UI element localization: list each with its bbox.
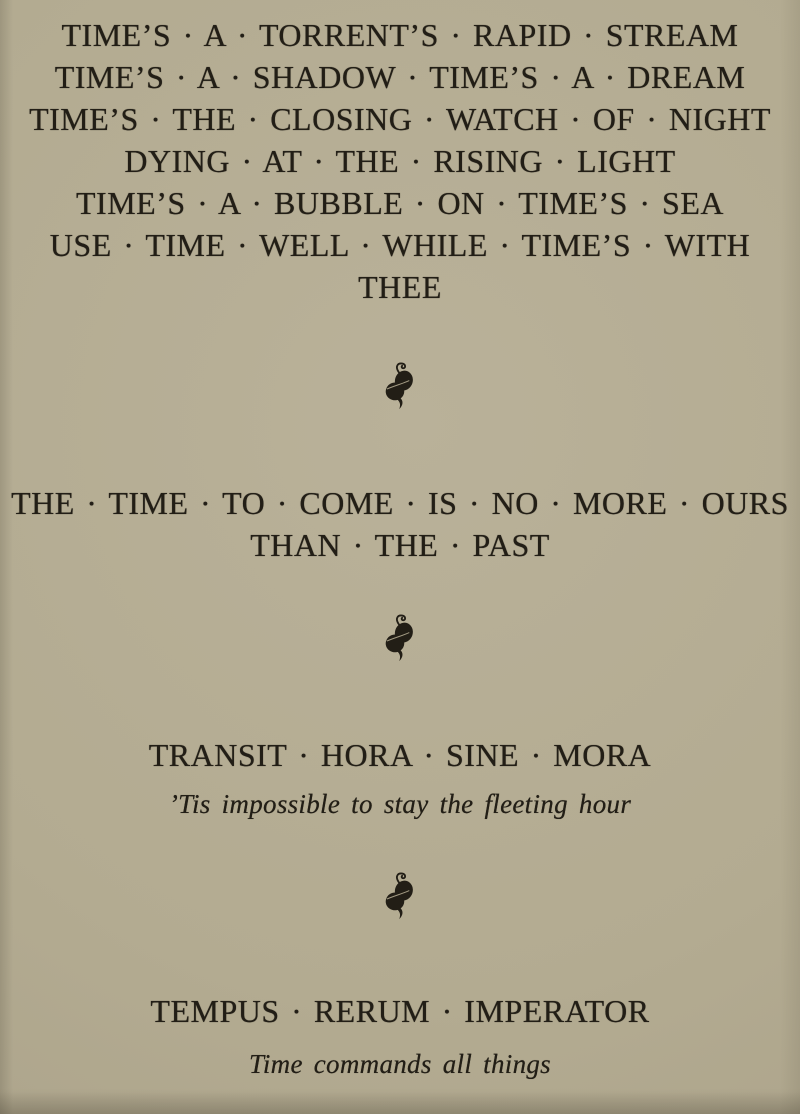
verse-line: THAN · THE · PAST: [250, 527, 550, 563]
page-edge-shadow: [0, 1092, 800, 1114]
fleuron-ornament: [0, 362, 800, 410]
verse-block-time-to-come: [0, 482, 800, 566]
fleuron-ornament: [0, 872, 800, 920]
verse-line: TIME’S · THE · CLOSING · WATCH · OF · NIGHT: [29, 101, 771, 137]
fleuron-leaf-icon: [383, 872, 417, 920]
motto-latin-line: TEMPUS · RERUM · IMPERATOR: [150, 993, 650, 1029]
verse-line: THE · TIME · TO · COME · IS · NO · MORE · OURS: [11, 485, 789, 521]
verse-line: USE · TIME · WELL · WHILE · TIME’S · WITH: [49, 227, 751, 263]
fleuron-leaf-icon: [383, 614, 417, 662]
motto-translation-line: Time commands all things: [249, 1049, 551, 1079]
motto-latin-line: TRANSIT · HORA · SINE · MORA: [148, 737, 652, 773]
verse-block-time-stream: [0, 0, 800, 308]
verse-line: TIME’S · A · TORRENT’S · RAPID · STREAM: [61, 17, 739, 53]
verse-line: THEE: [358, 269, 442, 305]
motto-tempus-rerum: [0, 990, 800, 1082]
verse-line: TIME’S · A · BUBBLE · ON · TIME’S · SEA: [76, 185, 724, 221]
fleuron-ornament: [0, 614, 800, 662]
verse-line: TIME’S · A · SHADOW · TIME’S · A · DREAM: [54, 59, 746, 95]
motto-translation-line: ’Tis impossible to stay the fleeting hour: [168, 789, 632, 819]
verse-line: DYING · AT · THE · RISING · LIGHT: [124, 143, 676, 179]
fleuron-leaf-icon: [383, 362, 417, 410]
motto-transit-hora: [0, 734, 800, 822]
